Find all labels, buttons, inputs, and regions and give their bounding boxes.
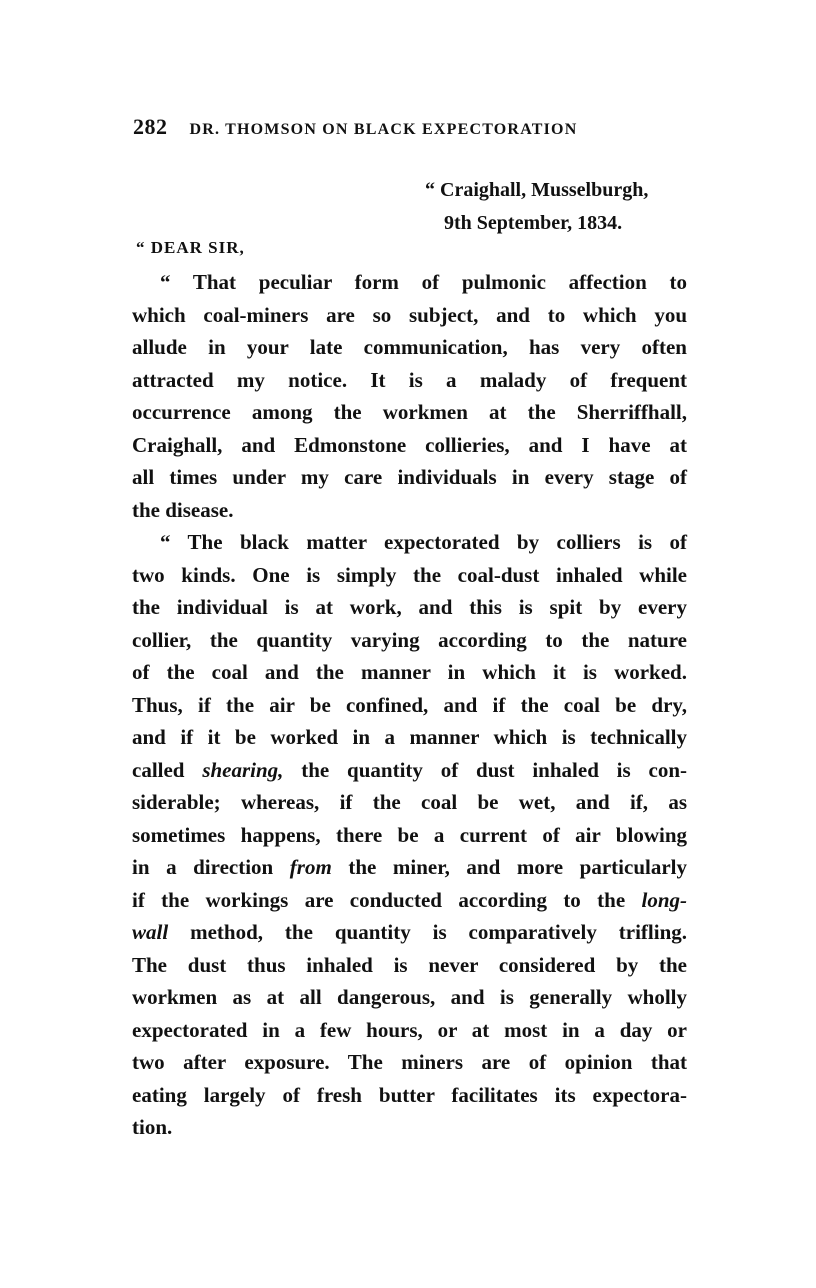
text-line: of the coal and the manner in which it is worked. [132,660,687,684]
text-line: and if it be worked in a manner which is technically [132,725,687,749]
text-line: allude in your late communication, has very often [132,335,687,359]
text-line: occurrence among the workmen at the Sherriffhall, [132,400,687,424]
italic-word: from [289,855,332,879]
dateline-place: “ Craighall, Musselburgh, [425,179,649,201]
text-line: collier, the quantity varying according to the nature [132,627,687,652]
page-number: 282 [133,114,168,139]
text-line: workmen as at all dangerous, and is generally wholly [132,985,687,1009]
letter-dateline [425,174,648,240]
text-line: “ The black matter expectorated by colliers is of [160,530,687,554]
text-line: if the workings are conducted according to the long- [132,887,687,912]
text-line: all times under my care individuals in every stage of [132,465,687,489]
text-line: called shearing, the quantity of dust inhaled is con- [132,757,687,782]
text-line: siderable; whereas, if the coal be wet, and if, as [132,790,687,814]
text-line: tion. [132,1115,173,1139]
italic-word: wall [132,920,169,944]
running-head [133,114,693,140]
italic-word: long- [641,887,687,912]
text-line: Thus, if the air be confined, and if the coal be dry, [132,692,687,717]
letter-body [132,266,687,1144]
dateline-date: 9th September, 1834. [444,212,623,234]
text-line: the disease. [132,497,234,522]
italic-word: shearing, [202,757,284,782]
text-line: attracted my notice. It is a malady of frequent [132,367,687,392]
letter-salutation: “ DEAR SIR, [136,238,245,257]
text-line: The dust thus inhaled is never considered by the [132,952,687,977]
text-line: the individual is at work, and this is spit by every [132,595,687,619]
text-line: wall method, the quantity is comparatively trifling. [132,920,687,944]
text-line: sometimes happens, there be a current of air blowing [132,822,687,847]
text-line: eating largely of fresh butter facilitates its expectora- [132,1082,687,1107]
text-line: two after exposure. The miners are of opinion that [132,1050,687,1074]
text-line: two kinds. One is simply the coal-dust inhaled while [132,562,687,587]
text-line: Craighall, and Edmonstone collieries, and I have at [132,432,687,457]
text-line: in a direction from the miner, and more particularly [132,855,687,879]
text-line: which coal-miners are so subject, and to which you [132,302,687,327]
text-line: “ That peculiar form of pulmonic affection to [160,270,687,294]
text-line: expectorated in a few hours, or at most in a day or [132,1017,687,1042]
running-title: DR. THOMSON ON BLACK EXPECTORATION [189,121,578,138]
